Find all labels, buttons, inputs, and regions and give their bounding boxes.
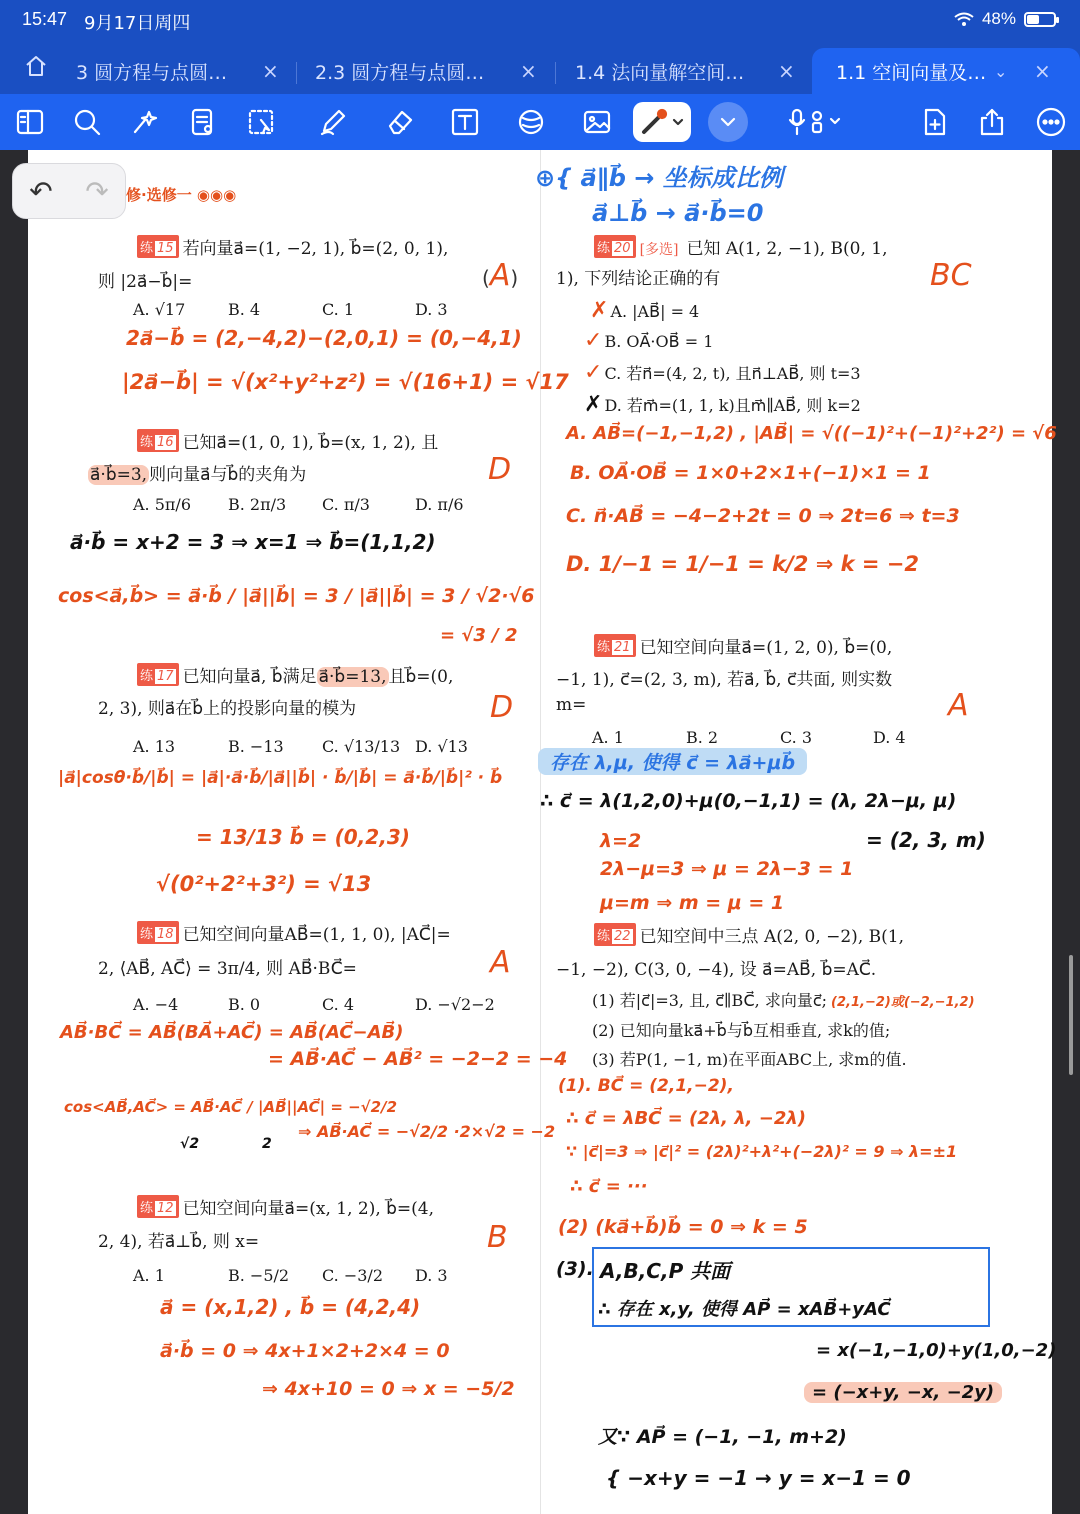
redo-icon[interactable]: ↷	[85, 174, 109, 208]
q18-option-b[interactable]: B. 0	[228, 995, 261, 1014]
q21-line1: 练 21 已知空间向量a⃗=(1, 2, 0), b⃗=(0,	[594, 633, 892, 658]
q12-work-2: a⃗·b⃗ = 0 ⇒ 4x+1×2+2×4 = 0	[160, 1340, 450, 1362]
q18-option-d[interactable]: D. −√2−2	[415, 995, 495, 1014]
q22-work-6a: (3).	[556, 1258, 594, 1280]
q20-work-b: B. OA⃗·OB⃗ = 1×0+2×1+(−1)×1 = 1	[570, 462, 931, 484]
share-icon[interactable]	[972, 102, 1012, 142]
q17-option-d[interactable]: D. √13	[415, 737, 468, 756]
q15-work-2: |2a⃗−b⃗| = √(x²+y²+z²) = √(16+1) = √17	[122, 370, 569, 394]
q15-badge: 练 15	[137, 235, 179, 258]
q20-answer: BC	[930, 258, 972, 293]
q20-work-a: A. AB⃗=(−1,−1,2) , |AB⃗| = √((−1)²+(−1)²+2²) = √6	[566, 423, 1057, 444]
q12-work-3: ⇒ 4x+10 = 0 ⇒ x = −5/2	[262, 1378, 515, 1400]
q18-option-a[interactable]: A. −4	[133, 995, 179, 1014]
tab-label: 1.1 空间向量及…	[836, 61, 987, 84]
eraser-icon[interactable]	[380, 102, 420, 142]
q17-work-1: |a⃗|cosθ·b⃗/|b⃗| = |a⃗|·a⃗·b⃗/|a⃗||b⃗| · b⃗/|b⃗| = a⃗·b⃗/|b⃗|² · b⃗	[58, 768, 503, 788]
column-divider	[540, 150, 541, 1514]
q22-line1: 练 22 已知空间中三点 A(2, 0, −2), B(1,	[594, 922, 904, 947]
q20-option-c[interactable]: ✓ C. 若n⃗=(4, 2, t), 且n⃗⊥AB⃗, 则 t=3	[584, 360, 861, 385]
q15-work-1: 2a⃗−b⃗ = (2,−4,2)−(2,0,1) = (0,−4,1)	[126, 326, 522, 350]
q12-line1: 练 12 已知空间向量a⃗=(x, 1, 2), b⃗=(4,	[137, 1194, 434, 1219]
q21-answer: A	[948, 688, 969, 723]
q20-option-a[interactable]: ✗ A. |AB⃗| = 4	[590, 298, 700, 323]
close-icon[interactable]: ×	[262, 59, 279, 83]
q20-line2: 1), 下列结论正确的有	[556, 269, 721, 289]
q15-answer: (A)	[482, 258, 519, 293]
q22-work-4: ∴ c⃗ = ···	[570, 1176, 648, 1197]
lasso-icon[interactable]	[241, 102, 281, 142]
q18-badge: 练 18	[137, 921, 179, 944]
q16-answer: D	[488, 452, 512, 487]
q15-line1: 练 15 若向量a⃗=(1, −2, 1), b⃗=(2, 0, 1),	[137, 234, 448, 259]
blue-note-perpendicular: a⃗⊥b⃗ → a⃗·b⃗=0	[592, 199, 764, 227]
q22-work-7: ∴ 存在 x,y, 使得 AP⃗ = xAB⃗+yAC⃗	[598, 1299, 891, 1320]
q15-line2: 则 |2a⃗−b⃗|=	[98, 272, 193, 292]
q18-work-4: ⇒ AB⃗·AC⃗ = −√2/2 ·2×√2 = −2	[298, 1122, 556, 1141]
close-icon[interactable]: ×	[778, 59, 795, 83]
status-time: 15:47	[22, 9, 68, 29]
close-icon[interactable]: ×	[520, 59, 537, 83]
tab-separator	[296, 62, 297, 84]
q18-line1: 练 18 已知空间向量AB⃗=(1, 1, 0), |AC⃗|=	[137, 920, 451, 945]
q21-work-1: ∴ c⃗ = λ(1,2,0)+μ(0,−1,1) = (λ, 2λ−μ, μ)	[540, 790, 957, 812]
pen-icon[interactable]	[313, 102, 353, 142]
q15-option-b[interactable]: B. 4	[228, 300, 261, 319]
status-date: 9月17日周四	[84, 13, 191, 34]
undo-redo-panel	[12, 163, 126, 219]
more-icon[interactable]	[1031, 102, 1071, 142]
q17-option-b[interactable]: B. −13	[228, 737, 284, 756]
tab-2[interactable]	[315, 48, 545, 94]
q17-work-2: = 13/13 b⃗ = (0,2,3)	[196, 825, 410, 849]
q21-blue-note: 存在 λ,μ, 使得 c⃗ = λa⃗+μb⃗	[538, 748, 807, 775]
q15-option-d[interactable]: D. 3	[415, 300, 448, 319]
q20-option-d[interactable]: ✗ D. 若m⃗=(1, 1, k)且m⃗∥AB⃗, 则 k=2	[584, 392, 861, 417]
document-icon[interactable]	[183, 102, 223, 142]
q17-option-c[interactable]: C. √13/13	[322, 737, 401, 756]
q20-work-d: D. 1/−1 = 1/−1 = k/2 ⇒ k = −2	[566, 552, 919, 576]
battery-fill	[1027, 15, 1039, 24]
battery-icon	[1024, 12, 1056, 27]
q12-option-a[interactable]: A. 1	[133, 1266, 165, 1285]
q22-line2: −1, −2), C(3, 0, −4), 设 a⃗=AB⃗, b⃗=AC⃗.	[556, 960, 877, 980]
status-right	[954, 9, 1056, 29]
q12-answer: B	[487, 1220, 508, 1255]
laser-pointer-icon[interactable]	[633, 102, 691, 142]
q21-line2: −1, 1), c⃗=(2, 3, m), 若a⃗, b⃗, c⃗共面, 则实数	[556, 670, 893, 690]
q22-work-2: ∴ c⃗ = λBC⃗ = (2λ, λ, −2λ)	[566, 1108, 806, 1129]
home-icon[interactable]	[24, 54, 64, 84]
q22-work-8: = x(−1,−1,0)+y(1,0,−2)	[816, 1340, 1057, 1361]
q12-line2: 2, 4), 若a⃗⊥b⃗, 则 x=	[98, 1232, 260, 1252]
tab-1[interactable]	[76, 48, 286, 94]
q22-work-9: = (−x+y, −x, −2y)	[804, 1382, 1002, 1403]
close-icon[interactable]: ×	[1034, 59, 1051, 83]
q17-badge: 练 17	[137, 663, 179, 686]
q21-work-5: μ=m ⇒ m = μ = 1	[600, 892, 785, 914]
tab-label: 3 圆方程与点圆…	[76, 61, 228, 84]
q21-work-4: 2λ−μ=3 ⇒ μ = 2λ−3 = 1	[600, 858, 854, 880]
q12-option-b[interactable]: B. −5/2	[228, 1266, 290, 1285]
search-icon[interactable]	[67, 102, 107, 142]
blue-note-parallel: ⊕{ a⃗∥b⃗ → 坐标成比例	[535, 164, 783, 192]
ai-assist-icon[interactable]	[125, 102, 165, 142]
text-box-icon[interactable]	[445, 102, 485, 142]
q16-work-1: a⃗·b⃗ = x+2 = 3 ⇒ x=1 ⇒ b⃗=(1,1,2)	[70, 530, 436, 554]
q17-work-3: √(0²+2²+3²) = √13	[156, 872, 372, 896]
status-bar	[0, 0, 1080, 42]
sidebar-icon[interactable]	[10, 102, 50, 142]
q18-line2: 2, ⟨AB⃗, AC⃗⟩ = 3π/4, 则 AB⃗·BC⃗=	[98, 959, 357, 979]
q16-option-d[interactable]: D. π/6	[415, 495, 464, 514]
q18-work-5a: √2	[180, 1136, 200, 1152]
q18-work-5b: 2	[262, 1136, 272, 1152]
q17-answer: D	[490, 690, 514, 725]
q15-option-a[interactable]: A. √17	[133, 300, 186, 319]
q22-work-3: ∵ |c⃗|=3 ⇒ |c⃗|² = (2λ)²+λ²+(−2λ)² = 9 ⇒ λ=±1	[566, 1142, 958, 1161]
chevron-down-icon[interactable]	[708, 102, 748, 142]
q12-work-1: a⃗ = (x,1,2) , b⃗ = (4,2,4)	[160, 1295, 421, 1319]
q16-option-b[interactable]: B. 2π/3	[228, 495, 287, 514]
q18-option-c[interactable]: C. 4	[322, 995, 355, 1014]
add-page-icon[interactable]	[914, 102, 954, 142]
q22-sub1: (1) 若|c⃗|=3, 且, c⃗∥BC⃗, 求向量c⃗; (2,1,−2)或(−2,−1,2)	[592, 991, 975, 1010]
q16-option-c[interactable]: C. π/3	[322, 495, 370, 514]
series-header: 修·选修一 ◉◉◉	[126, 186, 237, 204]
q21-badge: 练 21	[594, 634, 636, 657]
tab-3[interactable]	[575, 48, 805, 94]
q12-option-c[interactable]: C. −3/2	[322, 1266, 383, 1285]
q21-line3: m=	[556, 695, 587, 715]
q21-work-3: λ=2	[600, 830, 642, 852]
q22-badge: 练 22	[594, 923, 636, 946]
q21-option-d[interactable]: D. 4	[873, 728, 906, 747]
battery-percent: 48%	[981, 9, 1016, 28]
q18-work-2: = AB⃗·AC⃗ − AB⃗² = −2−2 = −4	[268, 1048, 568, 1070]
q22-sub3: (3) 若P(1, −1, m)在平面ABC上, 求m的值.	[592, 1050, 907, 1069]
image-icon[interactable]	[577, 102, 617, 142]
q17-line1: 练 17 已知向量a⃗, b⃗满足 a⃗·b⃗=13, 且b⃗=(0,	[137, 662, 453, 687]
q20-line1: 练 20 [多选] 已知 A(1, 2, −1), B(0, 1,	[594, 234, 888, 259]
q16-line1: 练 16 已知a⃗=(1, 0, 1), b⃗=(x, 1, 2), 且	[137, 428, 438, 453]
tab-separator	[555, 62, 556, 84]
toolbar	[0, 94, 1080, 150]
q20-badge: 练 20	[594, 235, 636, 258]
q20-work-c: C. n⃗·AB⃗ = −4−2+2t = 0 ⇒ 2t=6 ⇒ t=3	[566, 505, 960, 527]
q21-option-c[interactable]: C. 3	[780, 728, 813, 747]
q16-option-a[interactable]: A. 5π/6	[133, 495, 191, 514]
q22-work-11: { −x+y = −1 → y = x−1 = 0	[606, 1466, 911, 1490]
q17-option-a[interactable]: A. 13	[133, 737, 176, 756]
q18-answer: A	[490, 945, 511, 980]
q12-badge: 练 12	[137, 1195, 179, 1218]
q16-work-3: = √3 / 2	[440, 625, 518, 646]
q21-option-a[interactable]: A. 1	[592, 728, 624, 747]
q22-work-1: (1). BC⃗ = (2,1,−2),	[558, 1076, 734, 1096]
tab-bar	[0, 42, 1080, 94]
q18-work-1: AB⃗·BC⃗ = AB⃗(BA⃗+AC⃗) = AB⃗(AC⃗−AB⃗)	[60, 1022, 404, 1043]
q17-line2: 2, 3), 则a⃗在b⃗上的投影向量的模为	[98, 699, 357, 719]
q22-sub2: (2) 已知向量ka⃗+b⃗与b⃗互相垂直, 求k的值;	[592, 1021, 891, 1040]
q22-work-5: (2) (ka⃗+b⃗)b⃗ = 0 ⇒ k = 5	[558, 1216, 808, 1238]
q16-line2: a⃗·b⃗=3, 则向量a⃗与b⃗的夹角为	[90, 465, 307, 485]
tab-4-active[interactable]	[812, 48, 1080, 94]
tab-label: 1.4 法向量解空间…	[575, 61, 745, 84]
wifi-icon	[954, 12, 974, 26]
undo-icon[interactable]: ↶	[29, 174, 53, 208]
microphone-icon[interactable]	[786, 102, 844, 142]
q16-work-2: cos<a⃗,b⃗> = a⃗·b⃗ / |a⃗||b⃗| = 3 / |a⃗||b⃗| = 3 / √2·√6	[58, 585, 535, 607]
q21-work-2: = (2, 3, m)	[866, 828, 986, 852]
q21-option-b[interactable]: B. 2	[686, 728, 719, 747]
q15-option-c[interactable]: C. 1	[322, 300, 355, 319]
q22-work-6b: A,B,C,P 共面	[600, 1259, 731, 1283]
shapes-icon[interactable]	[511, 102, 551, 142]
q20-option-b[interactable]: ✓ B. OA⃗·OB⃗ = 1	[584, 328, 714, 353]
chevron-down-icon[interactable]: ⌄	[994, 61, 1008, 81]
q22-work-10: 又∵ AP⃗ = (−1, −1, m+2)	[598, 1426, 847, 1448]
tab-label: 2.3 圆方程与点圆…	[315, 61, 485, 84]
q12-option-d[interactable]: D. 3	[415, 1266, 448, 1285]
q18-work-3: cos<AB⃗,AC⃗> = AB⃗·AC⃗ / |AB⃗||AC⃗| = −√2/2	[64, 1098, 398, 1116]
scrollbar[interactable]	[1069, 955, 1073, 1075]
q16-badge: 练 16	[137, 429, 179, 452]
